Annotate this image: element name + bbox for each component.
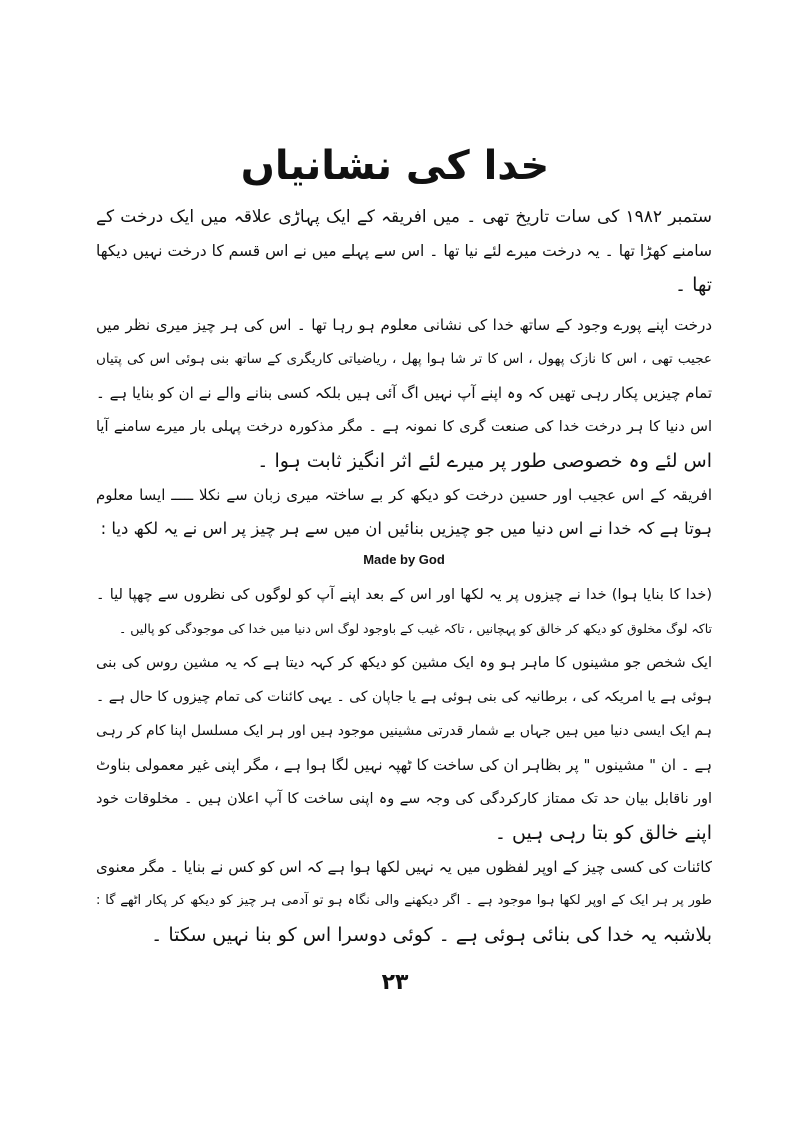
- text-line: تمام چیزیں پکار رہی تھیں کہ وہ اپنے آپ نہیں اگ آئی ہیں بلکہ کسی بنانے والے نے ان کو بنایا ہے ۔: [96, 384, 712, 402]
- page-title: خدا کی نشانیاں: [240, 143, 550, 189]
- paragraph-5: [96, 646, 712, 850]
- text-line: کائنات کی کسی چیز کے اوپر لفظوں میں یہ نہیں لکھا ہوا ہے کہ اس کو کس نے بنایا ۔ مگر معنوی: [96, 858, 712, 876]
- text-line: ہوتا ہے کہ خدا نے اس دنیا میں جو چیزیں بنائیں ان میں سے ہر چیز پر اس نے یہ لکھ دیا :: [100, 519, 712, 538]
- page-number: ۲۳: [381, 970, 409, 995]
- paragraph-4: [96, 578, 712, 646]
- text-line: اس دنیا کا ہر درخت خدا کی صنعت گری کا نمونہ ہے ۔ مگر مذکورہ درخت پہلی بار میرے سامنے آیا: [96, 419, 712, 435]
- text-line: عجیب تھی ، اس کا نازک پھول ، اس کا تر شا ہوا پھل ، ریاضیاتی کاریگری کے ساتھ بنی ہوئی اس کی پتیاں: [96, 351, 712, 367]
- text-line: اس لئے وہ خصوصی طور پر میرے لئے اثر انگیز ثابت ہوا ۔: [257, 450, 712, 472]
- text-line: طور پر ہر ایک کے اوپر لکھا ہوا موجود ہے ۔ اگر دیکھنے والی نگاہ ہو تو آدمی ہر چیز کو دیکھ کر پکار اٹھے گا :: [96, 893, 712, 908]
- text-line: اپنے خالق کو بتا رہی ہیں ۔: [494, 822, 712, 844]
- text-line: ہے ۔ ان " مشینوں " پر بظاہر ان کی ساخت کا ٹھپہ نہیں لگا ہوا ہے ، مگر اپنی غیر معمولی بناوٹ: [96, 756, 712, 774]
- text-line: تاکہ لوگ مخلوق کو دیکھ کر خالق کو پہچانیں ، تاکہ غیب کے باوجود لوگ اس دنیا میں خدا کی موجودگی کو پالیں ۔: [118, 621, 712, 636]
- text-line: تھا ۔: [674, 274, 712, 296]
- text-line: سامنے کھڑا تھا ۔ یہ درخت میرے لئے نیا تھا ۔ اس سے پہلے میں نے اس قسم کا درخت نہیں دیکھا: [96, 242, 712, 260]
- text-line: (خدا کا بنایا ہوا) خدا نے چیزوں پر یہ لکھا اور اس کے بعد اپنے آپ کو لوگوں کی نظروں سے چھپا لیا ۔: [96, 587, 712, 603]
- text-line: ایک شخص جو مشینوں کا ماہر ہو وہ ایک مشین کو دیکھ کر کہہ دیتا ہے کہ یہ مشین روس کی بنی: [96, 655, 712, 671]
- text-line: افریقہ کے اس عجیب اور حسین درخت کو دیکھ کر بے ساختہ میری زبان سے نکلا ـــــ ایسا معلوم: [96, 486, 712, 504]
- paragraph-1: [96, 200, 712, 302]
- document-body: [96, 200, 712, 952]
- paragraph-3: [96, 478, 712, 546]
- text-line: درخت اپنے پورے وجود کے ساتھ خدا کی نشانی معلوم ہو رہا تھا ۔ اس کی ہر چیز میری نظر میں: [96, 316, 712, 334]
- text-line: ستمبر ۱۹۸۲ کی سات تاریخ تھی ۔ میں افریقہ کے ایک پہاڑی علاقہ میں ایک درخت کے: [96, 207, 712, 227]
- text-line: اور ناقابل بیان حد تک ممتاز کارکردگی کی وجہ سے وہ اپنی ساخت کا آپ اعلان ہیں ۔ مخلوقات خود: [96, 791, 712, 807]
- english-phrase: Made by God: [363, 552, 445, 567]
- text-line: بلاشبہ یہ خدا کی بنائی ہوئی ہے ۔ کوئی دوسرا اس کو بنا نہیں سکتا ۔: [151, 924, 712, 946]
- paragraph-6: [96, 850, 712, 952]
- paragraph-2: [96, 308, 712, 478]
- text-line: ہم ایک ایسی دنیا میں ہیں جہاں بے شمار قدرتی مشینیں موجود ہیں اور ہر ایک مسلسل اپنا کام کر رہی: [96, 723, 712, 739]
- text-line: ہوئی ہے یا امریکہ کی ، برطانیہ کی بنی ہوئی ہے یا جاپان کی ۔ یہی کائنات کی تمام چیزوں کا حال ہے ۔: [96, 689, 712, 705]
